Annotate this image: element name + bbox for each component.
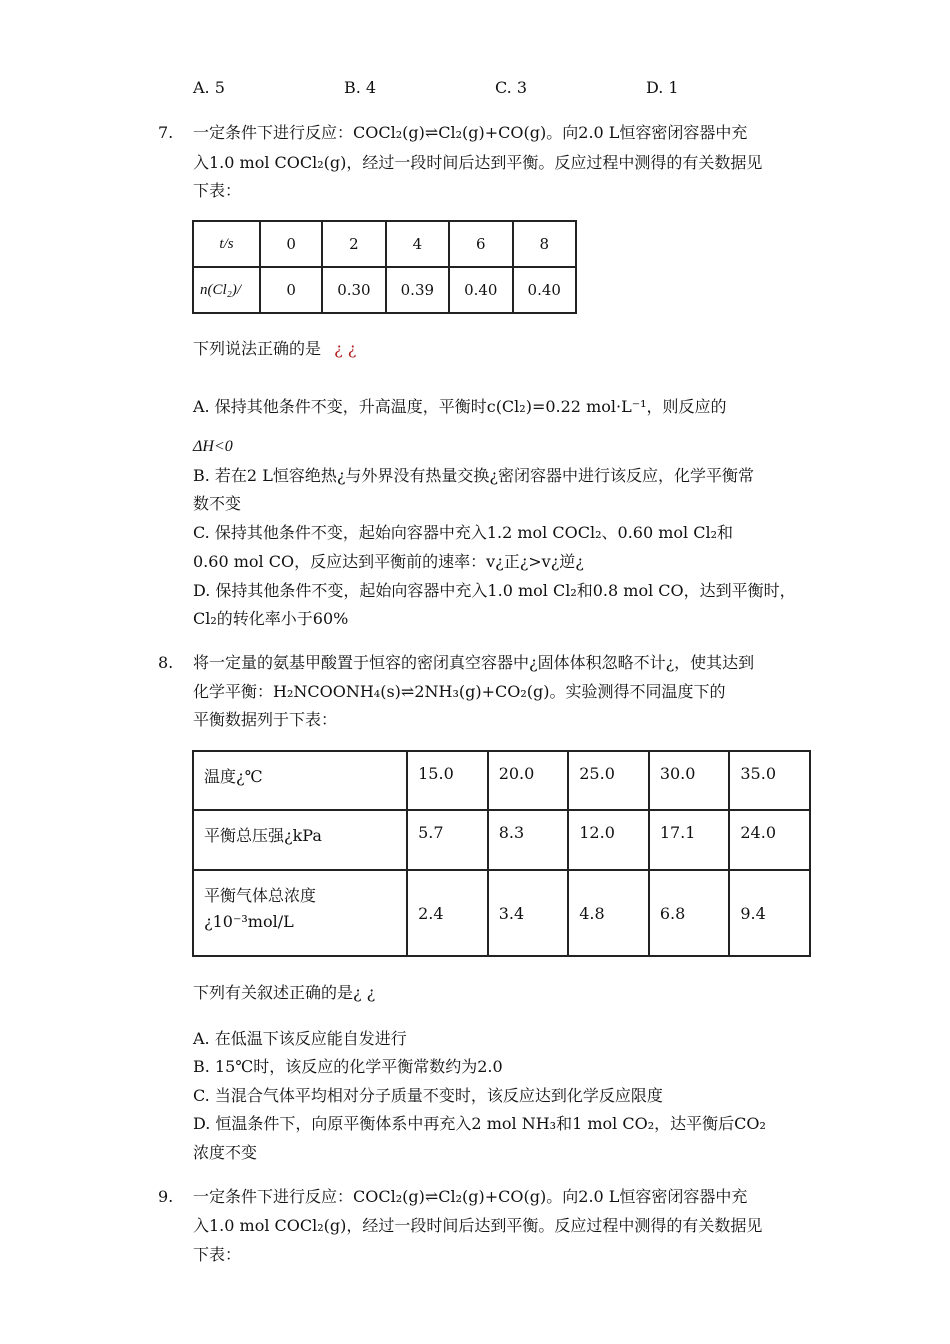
q7-option-d-line2: Cl₂的转化率小于60% bbox=[193, 609, 349, 628]
q7-number: 7. bbox=[158, 123, 174, 142]
table-row bbox=[193, 221, 576, 267]
q9-stem-line1: 一定条件下进行反应：COCl₂(g)⇌Cl₂(g)+CO(g)。向2.0 L恒容密闭容器中充 bbox=[193, 1187, 748, 1206]
table-cell: 24.0 bbox=[729, 810, 810, 870]
q7-option-c-line1: C. 保持其他条件不变，起始向容器中充入1.2 mol COCl₂、0.60 mol Cl₂和 bbox=[193, 523, 734, 542]
q7-data-table bbox=[192, 220, 577, 314]
table-cell: 8 bbox=[513, 221, 577, 267]
table-cell: 6.8 bbox=[649, 870, 730, 956]
table-cell: 17.1 bbox=[649, 810, 730, 870]
table-cell: t/s bbox=[193, 221, 260, 267]
table-cell bbox=[193, 870, 407, 956]
q8-stem-line1: 将一定量的氨基甲酸置于恒容的密闭真空容器中¿固体体积忽略不计¿，使其达到 bbox=[193, 653, 755, 672]
table-cell: 温度¿℃ bbox=[193, 751, 407, 810]
table-row bbox=[193, 267, 576, 313]
table-cell: 35.0 bbox=[729, 751, 810, 810]
table-cell: 12.0 bbox=[568, 810, 649, 870]
q8-option-d-line1: D. 恒温条件下，向原平衡体系中再充入2 mol NH₃和1 mol CO₂，达平衡后CO₂ bbox=[193, 1114, 766, 1133]
table-cell: 0.40 bbox=[513, 267, 577, 313]
table-cell: 30.0 bbox=[649, 751, 730, 810]
table-cell: 0 bbox=[260, 221, 322, 267]
table-cell: 0.30 bbox=[322, 267, 385, 313]
table-row bbox=[193, 810, 810, 870]
table-cell: 4.8 bbox=[568, 870, 649, 956]
table-row bbox=[193, 751, 810, 810]
table-cell: 15.0 bbox=[407, 751, 488, 810]
q7-stem-line2: 入1.0 mol COCl₂(g)，经过一段时间后达到平衡。反应过程中测得的有关数据见 bbox=[193, 153, 763, 172]
table-cell: n(Cl₂)/ bbox=[193, 267, 260, 313]
options-row-q6 bbox=[193, 78, 753, 100]
q7-prompt-marks: ¿ ¿ bbox=[334, 339, 357, 358]
q8-stem-line3: 平衡数据列于下表： bbox=[193, 710, 338, 729]
table-cell: 25.0 bbox=[568, 751, 649, 810]
q9-stem-line2: 入1.0 mol COCl₂(g)，经过一段时间后达到平衡。反应过程中测得的有关数据见 bbox=[193, 1216, 763, 1235]
q7-option-b-line1: B. 若在2 L恒容绝热¿与外界没有热量交换¿密闭容器中进行该反应，化学平衡常 bbox=[193, 466, 754, 485]
q8-option-a: A. 在低温下该反应能自发进行 bbox=[193, 1029, 407, 1048]
option-c: C. 3 bbox=[495, 78, 528, 97]
q8-data-table bbox=[192, 750, 811, 957]
q7-option-a-line2: ΔH<0 bbox=[193, 438, 233, 455]
q9-number: 9. bbox=[158, 1187, 174, 1206]
q7-option-c-line2: 0.60 mol CO，反应达到平衡前的速率：v¿正¿>v¿逆¿ bbox=[193, 552, 584, 571]
q8-option-b: B. 15℃时，该反应的化学平衡常数约为2.0 bbox=[193, 1057, 503, 1076]
table-cell: 9.4 bbox=[729, 870, 810, 956]
table-cell: 0 bbox=[260, 267, 322, 313]
table-cell: 平衡总压强¿kPa bbox=[193, 810, 407, 870]
table-cell: 2.4 bbox=[407, 870, 488, 956]
q7-option-b-line2: 数不变 bbox=[193, 494, 242, 513]
q8-option-c: C. 当混合气体平均相对分子质量不变时，该反应达到化学反应限度 bbox=[193, 1086, 663, 1105]
table-cell: 5.7 bbox=[407, 810, 488, 870]
table-cell: 0.40 bbox=[449, 267, 512, 313]
table-cell: 20.0 bbox=[488, 751, 569, 810]
q8-number: 8. bbox=[158, 653, 174, 672]
q8-prompt: 下列有关叙述正确的是¿ ¿ bbox=[193, 983, 376, 1002]
table-cell-line2: ¿10⁻³mol/L bbox=[204, 912, 294, 931]
q7-stem-line3: 下表： bbox=[193, 181, 242, 200]
q7-prompt bbox=[193, 338, 356, 360]
table-cell: 2 bbox=[322, 221, 385, 267]
table-cell: 4 bbox=[386, 221, 449, 267]
q8-option-d-line2: 浓度不变 bbox=[193, 1143, 258, 1162]
q7-option-d-line1: D. 保持其他条件不变，起始向容器中充入1.0 mol Cl₂和0.8 mol CO，达到平衡时， bbox=[193, 581, 796, 600]
option-b: B. 4 bbox=[344, 78, 377, 97]
table-cell: 6 bbox=[449, 221, 512, 267]
q7-stem-line1: 一定条件下进行反应：COCl₂(g)⇌Cl₂(g)+CO(g)。向2.0 L恒容密闭容器中充 bbox=[193, 123, 748, 142]
table-cell: 0.39 bbox=[386, 267, 449, 313]
option-a: A. 5 bbox=[193, 78, 225, 97]
option-d: D. 1 bbox=[646, 78, 679, 97]
q8-stem-line2: 化学平衡：H₂NCOONH₄(s)⇌2NH₃(g)+CO₂(g)。实验测得不同温度下的 bbox=[193, 682, 726, 701]
table-cell: 8.3 bbox=[488, 810, 569, 870]
table-row bbox=[193, 870, 810, 956]
q7-prompt-text: 下列说法正确的是 bbox=[193, 339, 322, 358]
table-cell-line1: 平衡气体总浓度 bbox=[204, 886, 317, 905]
q9-stem-line3: 下表： bbox=[193, 1245, 242, 1264]
q7-option-a-line1: A. 保持其他条件不变，升高温度，平衡时c(Cl₂)=0.22 mol·L⁻¹，则反应的 bbox=[193, 397, 727, 416]
table-cell: 3.4 bbox=[488, 870, 569, 956]
